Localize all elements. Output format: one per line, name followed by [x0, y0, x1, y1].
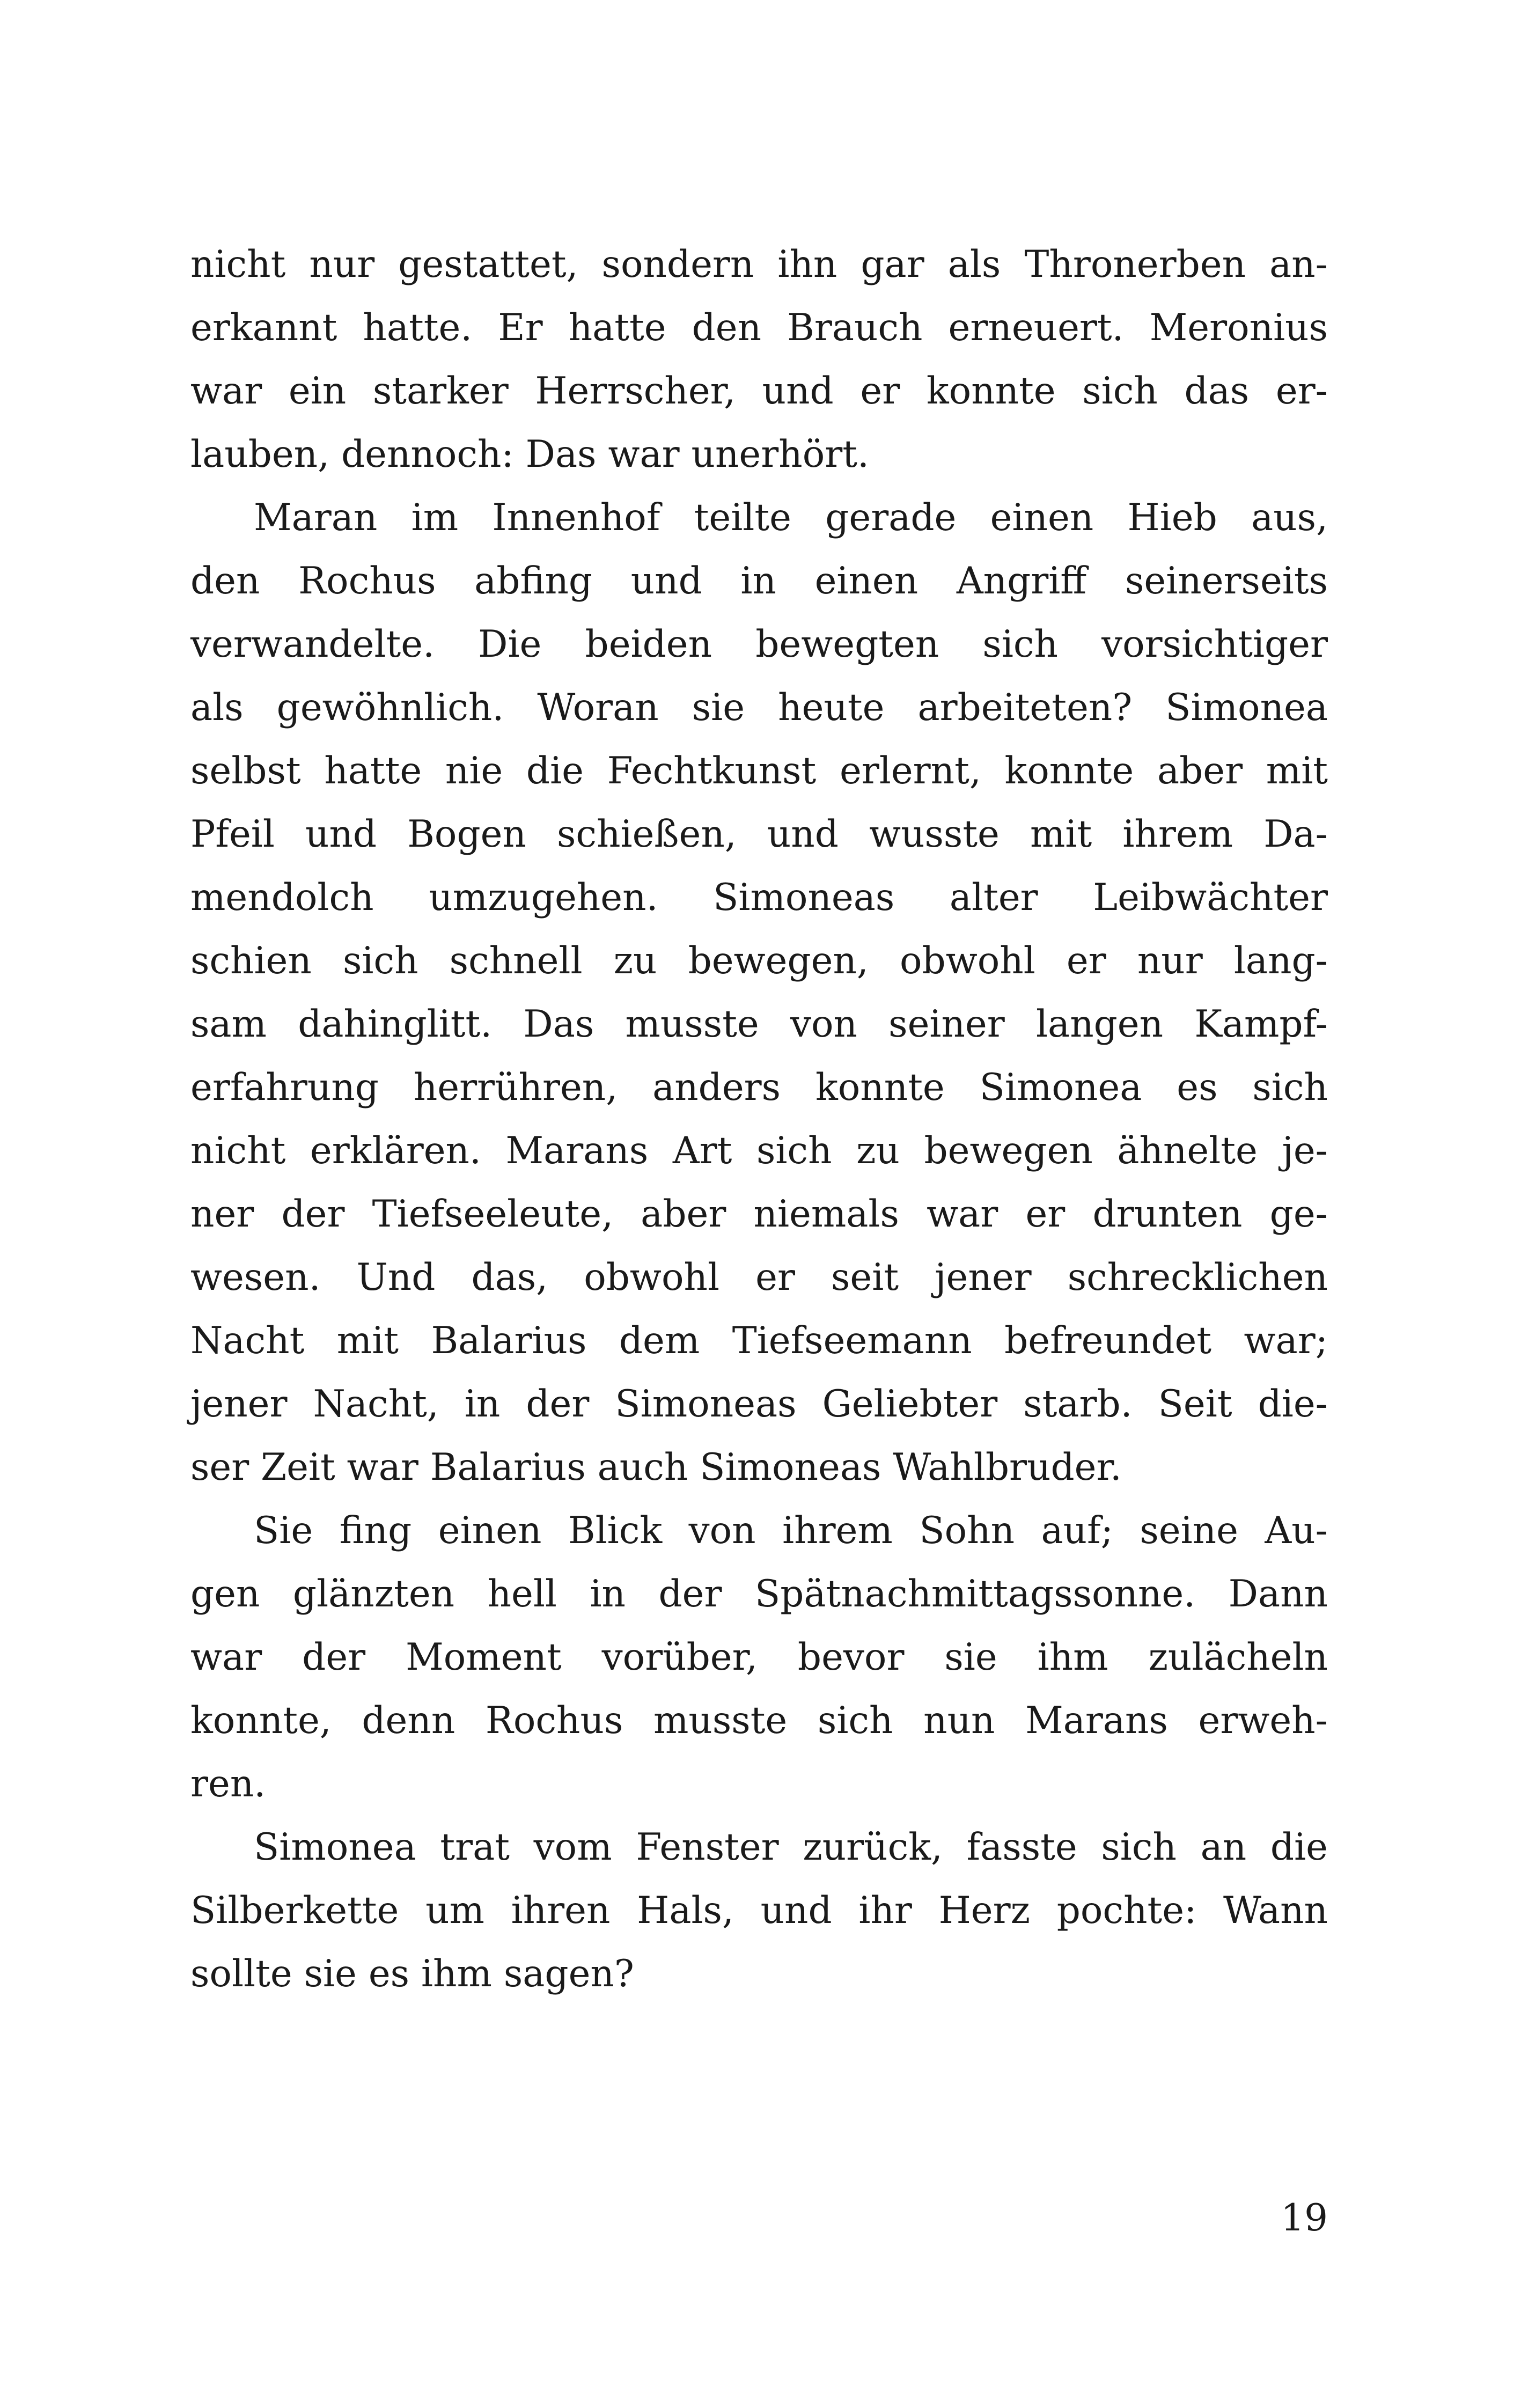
text-line: gen glänzten hell in der Spätnachmittagssonne. Dann: [190, 1573, 1328, 1616]
text-line: als gewöhnlich. Woran sie heute arbeiteten? Simonea: [190, 686, 1328, 729]
body-text: [190, 233, 1328, 2006]
paragraph-1: [190, 233, 1328, 486]
text-line: Maran im Innenhof teilte gerade einen Hieb aus,: [254, 496, 1328, 539]
page-number: 19: [1281, 2197, 1328, 2240]
text-line: Sie fing einen Blick von ihrem Sohn auf; seine Au-: [254, 1509, 1328, 1552]
text-line: lauben, dennoch: Das war unerhört.: [190, 433, 869, 476]
text-line: schien sich schnell zu bewegen, obwohl er nur lang-: [190, 939, 1328, 982]
text-line: war ein starker Herrscher, und er konnte sich das er-: [190, 370, 1328, 413]
text-line: Silberkette um ihren Hals, und ihr Herz pochte: Wann: [190, 1889, 1328, 1932]
text-line: erfahrung herrühren, anders konnte Simonea es sich: [190, 1066, 1328, 1109]
text-line: sam dahinglitt. Das musste von seiner langen Kampf-: [190, 1003, 1328, 1046]
text-line: ser Zeit war Balarius auch Simoneas Wahlbruder.: [190, 1446, 1122, 1489]
text-line: jener Nacht, in der Simoneas Geliebter starb. Seit die-: [190, 1383, 1328, 1426]
text-line: verwandelte. Die beiden bewegten sich vorsichtiger: [190, 623, 1328, 666]
text-line: erkannt hatte. Er hatte den Brauch erneuert. Meronius: [190, 306, 1328, 349]
text-line: ner der Tiefseeleute, aber niemals war er drunten ge-: [190, 1193, 1328, 1236]
text-line: den Rochus abfing und in einen Angriff seinerseits: [190, 560, 1328, 603]
text-line: selbst hatte nie die Fechtkunst erlernt, konnte aber mit: [190, 750, 1328, 792]
text-line: nicht erklären. Marans Art sich zu bewegen ähnelte je-: [190, 1129, 1328, 1172]
text-line: Pfeil und Bogen schießen, und wusste mit ihrem Da-: [190, 813, 1328, 856]
text-line: ren.: [190, 1763, 266, 1805]
paragraph-3: [190, 1499, 1328, 1816]
text-line: war der Moment vorüber, bevor sie ihm zulächeln: [190, 1636, 1328, 1679]
text-line: Nacht mit Balarius dem Tiefseemann befreundet war;: [190, 1319, 1328, 1362]
text-line: konnte, denn Rochus musste sich nun Marans erweh-: [190, 1699, 1328, 1742]
text-line: mendolch umzugehen. Simoneas alter Leibwächter: [190, 876, 1328, 919]
paragraph-4: [190, 1816, 1328, 2006]
text-line: wesen. Und das, obwohl er seit jener schrecklichen: [190, 1256, 1328, 1299]
paragraph-2: [190, 486, 1328, 1499]
text-line: sollte sie es ihm sagen?: [190, 1952, 634, 1995]
text-line: nicht nur gestattet, sondern ihn gar als Thronerben an-: [190, 243, 1328, 286]
text-line: Simonea trat vom Fenster zurück, fasste sich an die: [254, 1826, 1328, 1869]
